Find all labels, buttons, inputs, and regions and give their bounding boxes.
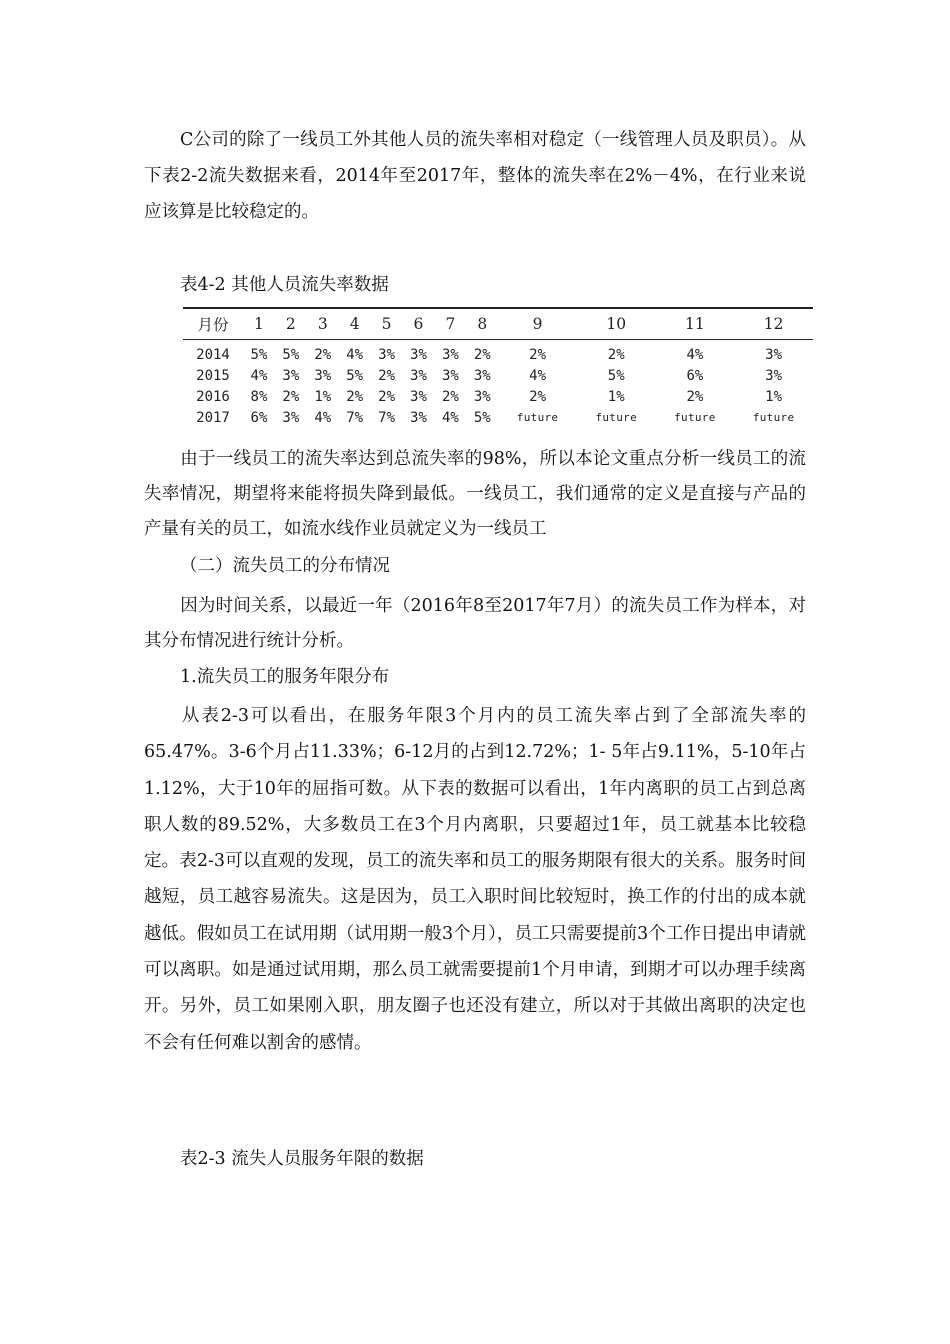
table-cell: 2% [529,388,546,405]
table-cell: 5% [607,367,625,384]
paragraph-sample-period: 因为时间关系，以最近一年（2016年8至2017年7月）的流失员工作为样本，对其分布情况进行统计分析。 [144,596,806,651]
table-cell: 4% [441,409,459,426]
table-cell: 3% [410,409,427,426]
table-cell: 2% [346,388,364,405]
table-cell: 5% [473,409,491,426]
table-cell: 3% [410,367,427,384]
table-cell: 4% [686,346,704,363]
table-cell: 2% [607,346,625,363]
table-cell: 3% [282,367,300,384]
table-cell: 2% [378,388,395,405]
table-cell: 2% [473,346,491,363]
table-cell: 2% [378,367,395,384]
table-body [183,340,813,429]
table-cell: 3% [765,346,783,363]
table-header-month: 11 [656,308,735,340]
table-cell: 3% [441,367,459,384]
table-header-month: 3 [307,308,339,340]
table-cell: 3% [378,346,395,363]
table-cell: 8% [250,388,268,405]
table-header-month: 4 [339,308,371,340]
table-header-month: 1 [243,308,275,340]
table-cell: 1% [607,388,625,405]
table-header-month: 6 [403,308,435,340]
table-header-month-label: 月份 [183,308,243,340]
table-cell: 2% [686,388,704,405]
table-caption-2-3: 表2-3 流失人员服务年限的数据 [180,1149,424,1169]
table-cell: 2% [441,388,459,405]
table-cell-year: 2014 [196,346,230,363]
table-row [183,386,813,407]
table-cell: 5% [282,346,300,363]
table-cell: 3% [441,346,459,363]
paragraph-frontline-focus: 由于一线员工的流失率达到总流失率的98%，所以本论文重点分析一线员工的流失率情况，期望将来能将损失降到最低。一线员工，我们通常的定义是直接与产品的产量有关的员工，如流水线作业员就定义为一线员工 [144,449,806,539]
table-cell: 3% [473,367,491,384]
table-row [183,340,813,366]
table-header-month: 12 [734,308,813,340]
table-cell: 3% [410,388,427,405]
table-cell: 5% [250,346,268,363]
table-cell: 2% [529,346,546,363]
table-cell-year: 2015 [196,367,230,384]
table-row [183,407,813,428]
table-cell: 7% [378,409,395,426]
section-heading-distribution: （二）流失员工的分布情况 [180,556,390,576]
paragraph-service-years-analysis: 从表2-3可以看出，在服务年限3个月内的员工流失率占到了全部流失率的65.47%。3-6个月占11.33%；6-12月的占到12.72%；1- 5年占9.11%，5-10年占1.12%，大于10年的屈指可数。从下表的数据可以看出，1年内离职的员工占到总离职人数的89.52%，大多数员工在3个月内离职，只要超过1年，员工就基本比较稳定。表2-3可以直观的发现，员工的流失率和员工的服务期限有很大的关系。服务时间越短，员工越容易流失。这是因为，员工入职时间比较短时，换工作的付出的成本就越低。假如员工在试用期（试用期一般3个月），员工只需要提前3个工作日提出申请就可以离职。如是通过试用期，那么员工就需要提前1个月申请，到期才可以办理手续离开。另外，员工如果刚入职，朋友圈子也还没有建立，所以对于其做出离职的决定也不会有任何难以割舍的感情。 [144,706,806,1053]
table-cell: 4% [250,367,268,384]
turnover-rate-table [183,307,813,428]
table-row [183,365,813,386]
table-header-row [183,308,813,340]
table-cell: 2% [282,388,300,405]
table-cell: future [516,411,559,424]
table-cell: future [674,411,716,424]
table-cell: 3% [473,388,491,405]
table-cell: 1% [314,388,332,405]
table-cell: 6% [250,409,268,426]
subsection-heading-service-years: 1.流失员工的服务年限分布 [180,667,390,687]
table-header-month: 2 [275,308,307,340]
paragraph-turnover-stability: C公司的除了一线员工外其他人员的流失率相对稳定（一线管理人员及职员）。从下表2-2流失数据来看，2014年至2017年，整体的流失率在2%－4%，在行业来说应该算是比较稳定的。 [144,130,806,222]
table-cell: 5% [346,367,364,384]
table-cell: 6% [686,367,704,384]
table-header-month: 10 [577,308,656,340]
table-cell: 1% [765,388,783,405]
table-cell: 3% [410,346,427,363]
table-header-month: 8 [466,308,498,340]
table-header-month: 7 [434,308,466,340]
table-cell-year: 2016 [196,388,230,405]
table-caption-4-2: 表4-2 其他人员流失率数据 [180,275,389,295]
table-cell: 4% [346,346,364,363]
table-cell: 4% [529,367,546,384]
table-header-month: 9 [498,308,577,340]
table-cell: 2% [314,346,332,363]
table-header-month: 5 [371,308,403,340]
table-cell: future [752,411,795,424]
table-cell: 3% [282,409,300,426]
table-cell: 3% [314,367,332,384]
table-cell-year: 2017 [196,409,230,426]
table-cell: 7% [346,409,364,426]
table-cell: 4% [314,409,332,426]
table-cell: 3% [765,367,783,384]
table-cell: future [595,411,637,424]
